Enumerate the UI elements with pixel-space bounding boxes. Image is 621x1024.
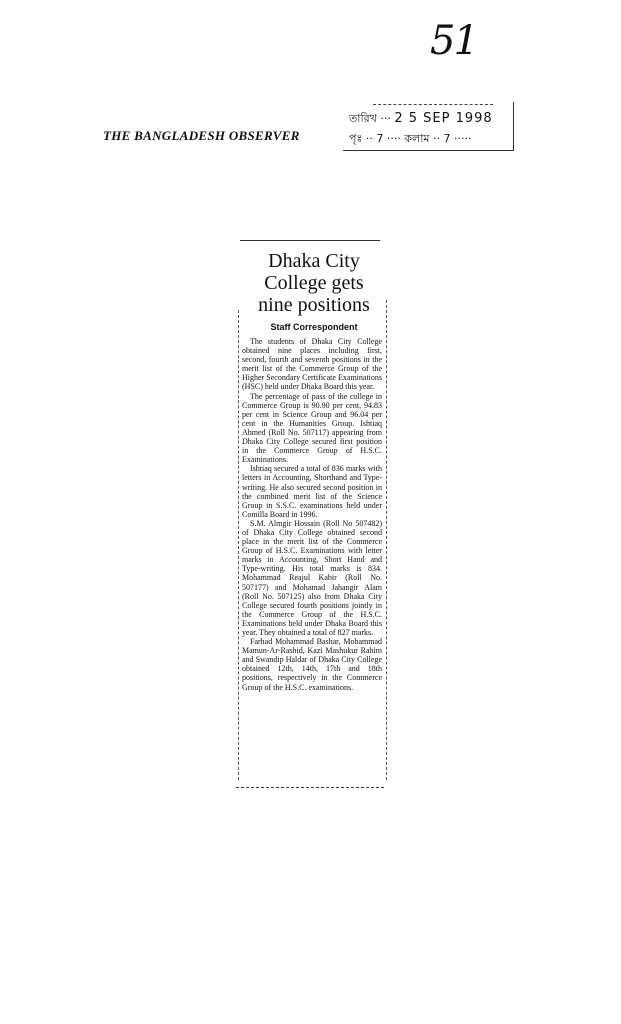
article-paragraph: The students of Dhaka City College obtained nine places including first, second, fourth and seventh positions in the merit list of the Commerce Group of the Higher Secondary Certificate Examinations (HSC) held under Dhaka Board this year. (242, 337, 382, 392)
article-paragraph: S.M. Almgir Hossain (Roll No 507482) of Dhaka City College obtained second place in the merit list of the Commerce Group of H.S.C. Examinations with letter marks in Accounting, Short Hand and Type-writing. His total marks is 834. Mohammad Reajul Kabir (Roll No. 507177) and Mohamad Jahangir Alam (Roll No. 507125) also from Dhaka City College secured fourth positions jointly in the Commerce Group of the H.S.C. Examinations held under Dhaka Board this year. They obtained a total of 827 marks. (242, 518, 382, 637)
stamp-column-value: 7 (443, 132, 451, 145)
article-paragraph: The percentage of pass of the college in Commerce Group is 90.90 per cent, 94.83 per cent in Science Group and 96.04 per cent in the Humanities Group. Ishtiaq Ahmed (Roll No. 507117) appearing from Dhaka City College secured first position in the Commerce Group of H.S.C. Examinations. (242, 391, 382, 465)
newspaper-clipping (232, 240, 388, 788)
stamp-column-label: কলাম (404, 132, 430, 145)
stamp-date-label: তারিখ (349, 112, 377, 125)
stamp-page-line: পৃঃ ·· 7 ···· কলাম ·· 7 ····· (349, 132, 472, 145)
clipping-top-edge (240, 240, 380, 241)
stamp-date-line: তারিখ ··· 2 5 SEP 1998 (349, 111, 493, 126)
newspaper-masthead: THE BANGLADESH OBSERVER (103, 128, 300, 143)
article-paragraph: Ishtiaq secured a total of 836 marks with letters in Accounting, Shorthand and Type-writing. He also secured second position in the combined merit list of the Science Group in S.S.C. examinations held under Comilla Board in 1996. (242, 464, 382, 519)
stamp-page-value: 7 (376, 132, 384, 145)
article-headline: Dhaka City College gets nine positions (258, 250, 370, 316)
date-stamp (343, 102, 514, 151)
page-number: 51 (430, 18, 477, 64)
article-body (242, 337, 382, 692)
stamp-date: 2 5 SEP 1998 (394, 111, 493, 126)
article-byline: Staff Correspondent (270, 322, 358, 332)
stamp-dashed-line (373, 104, 493, 105)
clipping-right-edge (386, 300, 388, 780)
article-paragraph: Farhad Mohammad Bashar, Mohammad Mamun-Ar-Rashid, Kazi Mashukur Rahim and Swandip Haldar of Dhaka City College obtained 12th, 14th, 17th and 18th positions, respectively in the Commerce Group of the H.S.C. examinations. (242, 637, 382, 692)
clipping-bottom-edge (236, 787, 384, 788)
clipping-left-edge (238, 310, 240, 780)
stamp-page-label: পৃঃ (349, 132, 363, 145)
